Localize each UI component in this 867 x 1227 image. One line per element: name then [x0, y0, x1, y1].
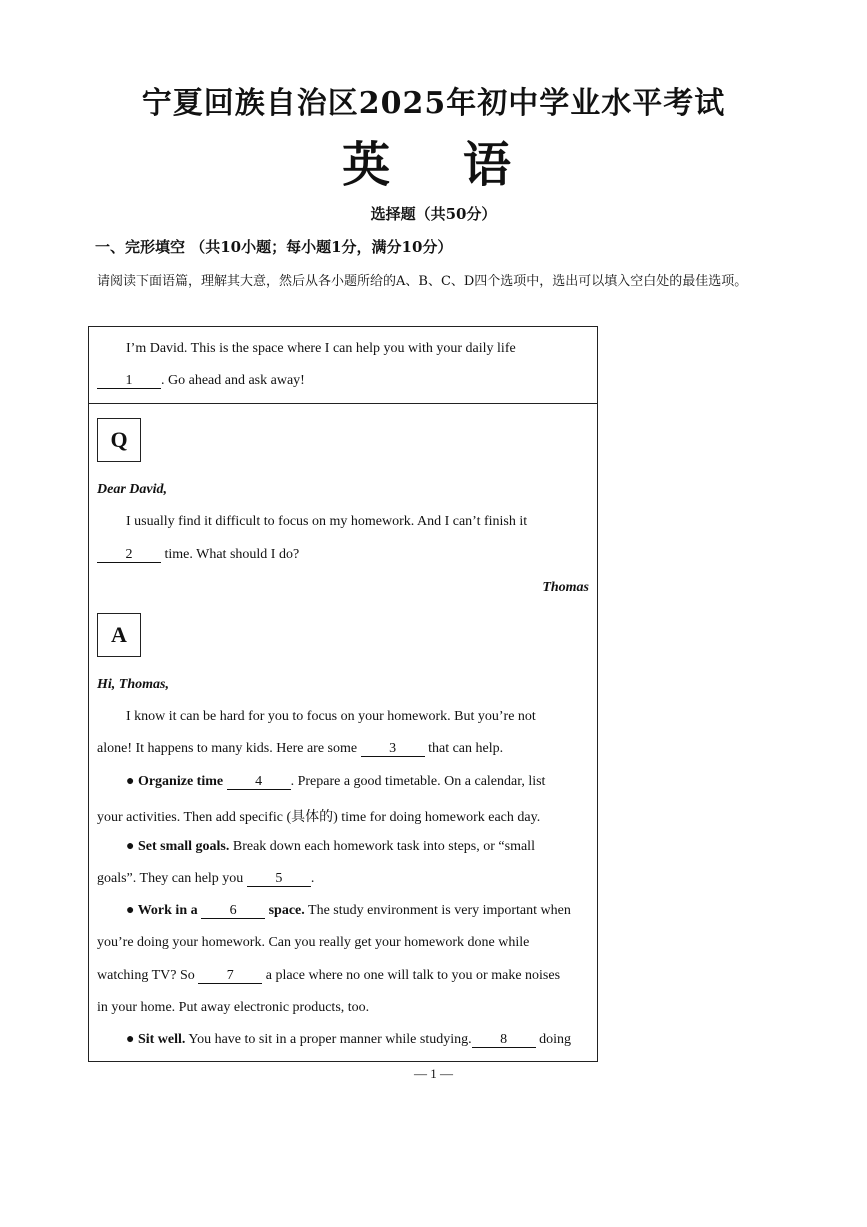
bullet-text: .: [310, 871, 315, 886]
blank-8: 8: [472, 1032, 536, 1048]
instructions: 请阅读下面语篇，理解其大意，然后从各小题所给的A、B、C、D四个选项中，选出可以填入空白处的最佳选项。: [97, 274, 748, 289]
bullet-text: The study environment is very important when: [304, 903, 571, 918]
answer-text: alone! It happens to many kids. Here are some: [97, 741, 361, 756]
bullet-text: watching TV? So: [97, 968, 199, 983]
page-number: — 1 —: [414, 1066, 453, 1081]
question-text: time. What should I do?: [161, 547, 300, 562]
answer-line: [97, 741, 503, 757]
part-heading: 一、完形填空 （共10小题；每小题1分，满分10分）: [95, 238, 453, 256]
question-line: I usually find it difficult to focus on my homework. And I can’t finish it: [126, 514, 528, 529]
intro-line: [97, 373, 305, 389]
bullet-small-goals: [97, 839, 535, 855]
blank-4: 4: [227, 774, 291, 790]
bullet-heading: ● Sit well.: [126, 1032, 186, 1047]
blank-1: 1: [97, 373, 161, 389]
bullet-organize-time: [97, 774, 545, 790]
answer-text: that can help.: [424, 741, 504, 756]
passage-box: [88, 326, 598, 1062]
bullet-line: your activities. Then add specific (具体的) time for doing homework each day.: [97, 810, 541, 825]
intro-text: . Go ahead and ask away!: [161, 373, 305, 388]
bullet-sit-well: [97, 1032, 571, 1048]
bullet-text: doing: [535, 1032, 571, 1047]
bullet-work-space: [97, 903, 571, 919]
blank-3: 3: [361, 741, 425, 757]
bullet-text: a place where no one will talk to you or make noises: [262, 968, 561, 983]
blank-7: 7: [198, 968, 262, 984]
question-line: [97, 547, 299, 563]
question-signature: Thomas: [542, 580, 589, 595]
bullet-line: [97, 968, 560, 984]
blank-6: 6: [201, 903, 265, 919]
bullet-heading: ● Set small goals.: [126, 839, 230, 854]
bullet-heading: space.: [265, 903, 305, 918]
subject-title: 英 语: [342, 137, 539, 193]
bullet-text: . Prepare a good timetable. On a calendar, list: [290, 774, 546, 789]
bullet-heading: ● Work in a: [126, 903, 202, 918]
bullet-line: in your home. Put away electronic products, too.: [97, 1000, 370, 1015]
bullet-text: goals”. They can help you: [97, 871, 247, 886]
answer-label: A: [97, 613, 141, 657]
bullet-text: You have to sit in a proper manner while studying.: [185, 1032, 472, 1047]
exam-title: 宁夏回族自治区2025年初中学业水平考试: [141, 86, 726, 121]
question-greeting: Dear David,: [97, 482, 167, 497]
bullet-line: you’re doing your homework. Can you really get your homework done while: [97, 935, 530, 950]
bullet-heading: ● Organize time: [126, 774, 227, 789]
intro-section: [89, 327, 597, 404]
intro-line: I’m David. This is the space where I can help you with your daily life: [126, 341, 516, 356]
blank-2: 2: [97, 547, 161, 563]
blank-5: 5: [247, 871, 311, 887]
question-label: Q: [97, 418, 141, 462]
section-title: 选择题（共50分）: [370, 205, 497, 223]
answer-line: I know it can be hard for you to focus on your homework. But you’re not: [126, 709, 536, 724]
bullet-text: Break down each homework task into steps, or “small: [229, 839, 535, 854]
answer-greeting: Hi, Thomas,: [97, 677, 169, 692]
bullet-line: [97, 871, 314, 887]
